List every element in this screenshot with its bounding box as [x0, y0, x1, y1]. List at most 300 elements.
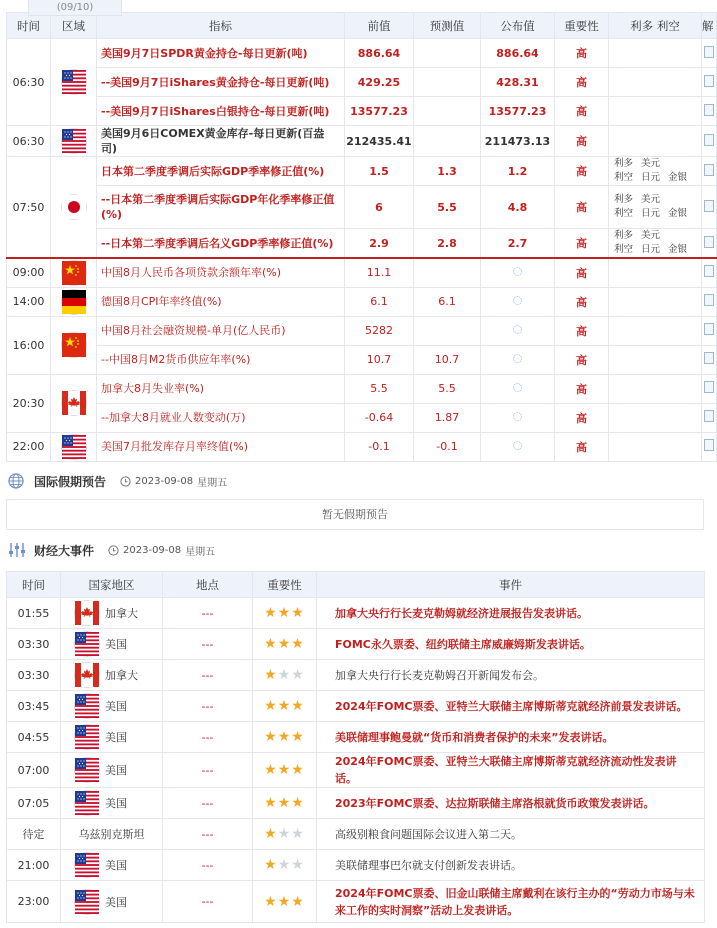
econ-indicator[interactable]: 美国9月7日SPDR黄金持仓-每日更新(吨): [97, 39, 345, 68]
china-flag-icon: [62, 333, 86, 357]
us-flag-icon: [75, 853, 99, 877]
event-row[interactable]: [7, 819, 705, 850]
events-header-row: [7, 572, 705, 598]
event-importance: [253, 660, 317, 691]
econ-flag-cell: [51, 126, 97, 157]
impact-asset: 美元: [641, 158, 661, 169]
econ-forecast: [414, 126, 481, 157]
col-event-importance: 重要性: [253, 572, 317, 598]
event-country: 加拿大: [105, 607, 138, 620]
econ-row[interactable]: [7, 403, 717, 432]
econ-row[interactable]: [7, 258, 717, 287]
events-weekday: 星期五: [185, 546, 216, 558]
econ-indicator[interactable]: --日本第二季度季调后名义GDP季率修正值(%): [97, 229, 345, 259]
econ-actual-pending: [481, 403, 555, 432]
impact-label: 利空: [614, 172, 634, 183]
econ-actual-pending: [481, 287, 555, 316]
econ-indicator[interactable]: 美国9月6日COMEX黄金库存-每日更新(百盎司): [97, 126, 345, 157]
event-place: ---: [163, 753, 253, 788]
events-section-header: [8, 541, 215, 559]
econ-previous: 5.5: [345, 374, 414, 403]
econ-row[interactable]: [7, 186, 717, 229]
econ-flag-cell: [51, 432, 97, 461]
holiday-title: 国际假期预告: [34, 474, 107, 489]
event-country: 美国: [105, 797, 127, 810]
event-country: 美国: [105, 895, 127, 909]
impact-label: 利多: [614, 194, 634, 205]
econ-interpretation[interactable]: [702, 39, 717, 68]
econ-actual-pending: [481, 374, 555, 403]
econ-previous: 212435.41: [345, 126, 414, 157]
us-flag-icon: [62, 70, 86, 94]
events-title: 财经大事件: [34, 543, 95, 558]
event-time: 07:00: [7, 753, 61, 788]
loading-spinner-icon: [513, 441, 522, 450]
star-icon: ★: [264, 826, 278, 842]
econ-interpretation[interactable]: [702, 432, 717, 461]
us-flag-icon: [62, 129, 86, 153]
holiday-empty-box: [6, 499, 704, 530]
loading-spinner-icon: [513, 325, 522, 334]
econ-impact: [609, 186, 702, 229]
event-row[interactable]: [7, 788, 705, 819]
loading-spinner-icon: [513, 383, 522, 392]
econ-indicator[interactable]: --中国8月M2货币供应年率(%): [97, 345, 345, 374]
event-importance: [253, 598, 317, 629]
event-description[interactable]: 高级别粮食问题国际会议进入第二天。: [317, 819, 705, 850]
event-place: ---: [163, 788, 253, 819]
econ-impact: [609, 403, 702, 432]
impact-label: 利多: [614, 230, 634, 241]
star-icon: ★: [291, 698, 305, 714]
holiday-section-header: [8, 472, 227, 490]
econ-forecast: 1.3: [414, 157, 481, 186]
econ-flag-cell: [51, 39, 97, 126]
econ-previous: 6.1: [345, 287, 414, 316]
econ-impact: [609, 432, 702, 461]
event-country: 美国: [105, 700, 127, 713]
econ-previous: 1.5: [345, 157, 414, 186]
germany-flag-icon: [62, 290, 86, 314]
canada-flag-icon: [75, 601, 99, 625]
event-importance: [253, 753, 317, 788]
econ-impact: [609, 345, 702, 374]
econ-time: 16:00: [7, 316, 51, 374]
loading-spinner-icon: [513, 296, 522, 305]
document-icon[interactable]: [704, 294, 714, 306]
econ-interpretation[interactable]: [702, 97, 717, 126]
econ-indicator[interactable]: --加拿大8月就业人数变动(万): [97, 403, 345, 432]
event-country-cell: [61, 629, 163, 660]
impact-asset: 美元: [641, 194, 661, 205]
econ-importance: 高: [555, 157, 609, 186]
econ-importance: 高: [555, 345, 609, 374]
econ-importance: 高: [555, 316, 609, 345]
econ-forecast: 10.7: [414, 345, 481, 374]
star-icon: ★: [264, 698, 278, 714]
econ-flag-cell: [51, 374, 97, 432]
event-country: 加拿大: [105, 669, 138, 682]
econ-importance: 高: [555, 68, 609, 97]
event-time: 01:55: [7, 598, 61, 629]
document-icon[interactable]: [704, 381, 714, 393]
econ-interpretation[interactable]: [702, 258, 717, 287]
econ-forecast: [414, 68, 481, 97]
event-country-cell: [61, 722, 163, 753]
star-icon: ★: [277, 826, 292, 842]
event-time: 待定: [7, 819, 61, 850]
event-description[interactable]: 2023年FOMC票委、达拉斯联储主席洛根就货币政策发表讲话。: [317, 788, 705, 819]
col-previous: 前值: [345, 13, 414, 39]
star-icon: ★: [291, 826, 305, 842]
econ-actual: 13577.23: [481, 97, 555, 126]
events-table: [6, 571, 705, 923]
japan-flag-icon: [62, 195, 86, 219]
econ-flag-cell: [51, 157, 97, 259]
event-country-cell: [61, 753, 163, 788]
econ-importance: 高: [555, 39, 609, 68]
us-flag-icon: [75, 758, 99, 782]
col-actual: 公布值: [481, 13, 555, 39]
event-place: ---: [163, 598, 253, 629]
econ-interpretation[interactable]: [702, 186, 717, 229]
econ-importance: 高: [555, 287, 609, 316]
star-icon: ★: [277, 729, 292, 745]
econ-time: 09:00: [7, 258, 51, 287]
econ-impact: [609, 68, 702, 97]
econ-forecast: 6.1: [414, 287, 481, 316]
event-importance: [253, 691, 317, 722]
event-time: 03:30: [7, 660, 61, 691]
econ-impact: [609, 258, 702, 287]
event-place: ---: [163, 629, 253, 660]
econ-importance: 高: [555, 186, 609, 229]
event-time: 21:00: [7, 850, 61, 881]
econ-interpretation[interactable]: [702, 345, 717, 374]
event-row[interactable]: [7, 850, 705, 881]
econ-indicator[interactable]: --美国9月7日iShares白银持仓-每日更新(吨): [97, 97, 345, 126]
econ-forecast: [414, 316, 481, 345]
econ-row[interactable]: [7, 345, 717, 374]
econ-previous: 429.25: [345, 68, 414, 97]
econ-importance: 高: [555, 258, 609, 287]
document-icon[interactable]: [704, 323, 714, 335]
event-country-cell: [61, 881, 163, 923]
econ-actual-pending: [481, 345, 555, 374]
event-row[interactable]: [7, 691, 705, 722]
econ-actual: 211473.13: [481, 126, 555, 157]
document-icon[interactable]: [704, 200, 714, 212]
econ-actual-pending: [481, 258, 555, 287]
impact-asset: 美元: [641, 230, 661, 241]
loading-spinner-icon: [513, 267, 522, 276]
event-country-cell: [61, 819, 163, 850]
econ-flag-cell: [51, 287, 97, 316]
star-icon: ★: [277, 698, 292, 714]
event-row[interactable]: [7, 660, 705, 691]
econ-indicator[interactable]: 加拿大8月失业率(%): [97, 374, 345, 403]
col-region: 区域: [51, 13, 97, 39]
event-description[interactable]: 2024年FOMC票委、亚特兰大联储主席博斯蒂克就经济流动性发表讲话。: [317, 753, 705, 788]
econ-forecast: 2.8: [414, 229, 481, 259]
econ-time: 20:30: [7, 374, 51, 432]
document-icon[interactable]: [704, 236, 714, 248]
document-icon[interactable]: [704, 46, 714, 58]
event-country-cell: [61, 850, 163, 881]
canada-flag-icon: [75, 663, 99, 687]
econ-interpretation[interactable]: [702, 229, 717, 259]
col-event-description: 事件: [317, 572, 705, 598]
col-interpretation: 解: [702, 13, 717, 39]
econ-forecast: 5.5: [414, 374, 481, 403]
event-importance: [253, 881, 317, 923]
event-place: ---: [163, 660, 253, 691]
event-place: ---: [163, 850, 253, 881]
event-row[interactable]: [7, 881, 705, 923]
event-description[interactable]: 加拿大央行行长麦克勒姆就经济进展报告发表讲话。: [317, 598, 705, 629]
event-row[interactable]: [7, 629, 705, 660]
econ-header-row: [7, 13, 717, 39]
event-importance: [253, 629, 317, 660]
econ-row[interactable]: [7, 97, 717, 126]
event-country-cell: [61, 788, 163, 819]
econ-forecast: [414, 39, 481, 68]
event-place: ---: [163, 881, 253, 923]
econ-interpretation[interactable]: [702, 316, 717, 345]
econ-importance: 高: [555, 374, 609, 403]
econ-importance: 高: [555, 432, 609, 461]
econ-previous: -0.64: [345, 403, 414, 432]
econ-forecast: 5.5: [414, 186, 481, 229]
event-country-cell: [61, 691, 163, 722]
event-importance: [253, 819, 317, 850]
document-icon[interactable]: [704, 439, 714, 451]
econ-previous: 10.7: [345, 345, 414, 374]
econ-forecast: -0.1: [414, 432, 481, 461]
impact-asset: 日元: [641, 208, 661, 219]
event-time: 03:30: [7, 629, 61, 660]
event-place: ---: [163, 819, 253, 850]
star-icon: ★: [264, 729, 278, 745]
us-flag-icon: [75, 890, 99, 914]
econ-row[interactable]: [7, 68, 717, 97]
star-icon: ★: [291, 605, 305, 621]
events-date: 2023-09-08: [123, 544, 182, 556]
star-icon: ★: [277, 605, 292, 621]
impact-label: 利空: [614, 244, 634, 255]
document-icon[interactable]: [704, 104, 714, 116]
econ-row[interactable]: [7, 157, 717, 186]
event-place: ---: [163, 691, 253, 722]
us-flag-icon: [75, 632, 99, 656]
event-country-cell: [61, 660, 163, 691]
econ-impact: [609, 229, 702, 259]
econ-row[interactable]: [7, 126, 717, 157]
econ-importance: 高: [555, 403, 609, 432]
star-icon: ★: [291, 729, 305, 745]
econ-importance: 高: [555, 229, 609, 259]
us-flag-icon: [75, 791, 99, 815]
econ-interpretation[interactable]: [702, 157, 717, 186]
econ-row[interactable]: [7, 432, 717, 461]
event-time: 23:00: [7, 881, 61, 923]
econ-impact: [609, 287, 702, 316]
econ-actual: 428.31: [481, 68, 555, 97]
loading-spinner-icon: [513, 412, 522, 421]
impact-asset: 日元: [641, 244, 661, 255]
star-icon: ★: [264, 795, 278, 811]
event-country: 美国: [105, 731, 127, 744]
document-icon[interactable]: [704, 265, 714, 277]
holiday-weekday: 星期五: [197, 477, 228, 489]
col-forecast: 预测值: [414, 13, 481, 39]
event-importance: [253, 850, 317, 881]
event-description[interactable]: 美联储理事巴尔就支付创新发表讲话。: [317, 850, 705, 881]
clock-icon: [120, 476, 131, 487]
document-icon[interactable]: [704, 75, 714, 87]
event-description[interactable]: 加拿大央行行长麦克勒姆召开新闻发布会。: [317, 660, 705, 691]
econ-forecast: [414, 258, 481, 287]
econ-impact: [609, 39, 702, 68]
econ-row[interactable]: [7, 229, 717, 259]
star-icon: ★: [264, 762, 278, 778]
econ-interpretation[interactable]: [702, 287, 717, 316]
star-icon: ★: [277, 636, 292, 652]
econ-impact: [609, 126, 702, 157]
econ-interpretation[interactable]: [702, 374, 717, 403]
event-description[interactable]: 2024年FOMC票委、亚特兰大联储主席博斯蒂克就经济前景发表讲话。: [317, 691, 705, 722]
event-description[interactable]: 美联储理事鲍曼就“货币和消费者保护的未来”发表讲话。: [317, 722, 705, 753]
econ-previous: 886.64: [345, 39, 414, 68]
econ-actual: 2.7: [481, 229, 555, 259]
col-time: 时间: [7, 13, 51, 39]
star-icon: ★: [291, 667, 305, 683]
econ-previous: 11.1: [345, 258, 414, 287]
econ-indicator[interactable]: 中国8月社会融资规模-单月(亿人民币): [97, 316, 345, 345]
holiday-empty-text: 暂无假期预告: [322, 508, 388, 521]
impact-asset: 金银: [668, 244, 688, 255]
economic-data-table: [6, 12, 717, 462]
econ-row[interactable]: [7, 374, 717, 403]
econ-indicator[interactable]: 德国8月CPI年率终值(%): [97, 287, 345, 316]
event-place: ---: [163, 722, 253, 753]
econ-impact: [609, 157, 702, 186]
econ-interpretation[interactable]: [702, 126, 717, 157]
star-icon: ★: [264, 636, 278, 652]
econ-time: 07:50: [7, 157, 51, 259]
star-icon: ★: [264, 857, 278, 873]
star-icon: ★: [291, 857, 305, 873]
impact-label: 利多: [614, 158, 634, 169]
holiday-date: 2023-09-08: [135, 475, 194, 487]
document-icon[interactable]: [704, 164, 714, 176]
star-icon: ★: [277, 762, 292, 778]
econ-indicator[interactable]: --日本第二季度季调后实际GDP年化季率修正值(%): [97, 186, 345, 229]
date-tab[interactable]: [28, 0, 122, 16]
econ-flag-cell: [51, 316, 97, 374]
event-description[interactable]: 2024年FOMC票委、旧金山联储主席戴利在该行主办的“劳动力市场与未来工作的实时洞察”活动上发表讲话。: [317, 881, 705, 923]
econ-forecast: 1.87: [414, 403, 481, 432]
econ-indicator[interactable]: 日本第二季度季调后实际GDP季率修正值(%): [97, 157, 345, 186]
econ-flag-cell: [51, 258, 97, 287]
event-country: 乌兹别克斯坦: [78, 828, 145, 841]
econ-indicator[interactable]: --美国9月7日iShares黄金持仓-每日更新(吨): [97, 68, 345, 97]
document-icon[interactable]: [704, 352, 714, 364]
star-icon: ★: [264, 605, 278, 621]
event-country: 美国: [105, 638, 127, 651]
china-flag-icon: [62, 261, 86, 285]
star-icon: ★: [264, 893, 278, 910]
col-indicator: 指标: [97, 13, 345, 39]
event-country: 美国: [105, 859, 127, 872]
event-row[interactable]: [7, 598, 705, 629]
star-icon: ★: [291, 893, 305, 910]
econ-interpretation[interactable]: [702, 403, 717, 432]
event-time: 04:55: [7, 722, 61, 753]
econ-impact: [609, 374, 702, 403]
impact-asset: 金银: [668, 172, 688, 183]
econ-actual: 886.64: [481, 39, 555, 68]
econ-indicator[interactable]: 美国7月批发库存月率终值(%): [97, 432, 345, 461]
loading-spinner-icon: [513, 354, 522, 363]
col-event-time: 时间: [7, 572, 61, 598]
col-importance: 重要性: [555, 13, 609, 39]
econ-forecast: [414, 97, 481, 126]
star-icon: ★: [291, 762, 305, 778]
econ-time: 06:30: [7, 39, 51, 126]
event-importance: [253, 788, 317, 819]
star-icon: ★: [277, 893, 292, 910]
econ-time: 14:00: [7, 287, 51, 316]
econ-previous: 13577.23: [345, 97, 414, 126]
col-event-country: 国家地区: [61, 572, 163, 598]
document-icon[interactable]: [704, 134, 714, 146]
econ-actual: 4.8: [481, 186, 555, 229]
event-row[interactable]: [7, 753, 705, 788]
col-event-place: 地点: [163, 572, 253, 598]
star-icon: ★: [291, 795, 305, 811]
econ-impact: [609, 97, 702, 126]
event-importance: [253, 722, 317, 753]
event-country: 美国: [105, 764, 127, 777]
econ-indicator[interactable]: 中国8月人民币各项贷款余额年率(%): [97, 258, 345, 287]
econ-previous: 5282: [345, 316, 414, 345]
impact-asset: 日元: [641, 172, 661, 183]
event-row[interactable]: [7, 722, 705, 753]
econ-importance: 高: [555, 97, 609, 126]
econ-impact: [609, 316, 702, 345]
col-impact: 利多 利空: [609, 13, 702, 39]
econ-row[interactable]: [7, 39, 717, 68]
event-time: 07:05: [7, 788, 61, 819]
econ-actual: 1.2: [481, 157, 555, 186]
event-description[interactable]: FOMC永久票委、纽约联储主席威廉姆斯发表讲话。: [317, 629, 705, 660]
event-time: 03:45: [7, 691, 61, 722]
econ-interpretation[interactable]: [702, 68, 717, 97]
document-icon[interactable]: [704, 410, 714, 422]
globe-icon: [8, 473, 24, 489]
clock-icon: [108, 545, 119, 556]
event-country-cell: [61, 598, 163, 629]
econ-importance: 高: [555, 126, 609, 157]
star-icon: ★: [277, 857, 292, 873]
econ-row[interactable]: [7, 287, 717, 316]
impact-asset: 金银: [668, 208, 688, 219]
star-icon: ★: [264, 667, 278, 683]
econ-time: 22:00: [7, 432, 51, 461]
econ-row[interactable]: [7, 316, 717, 345]
econ-previous: -0.1: [345, 432, 414, 461]
